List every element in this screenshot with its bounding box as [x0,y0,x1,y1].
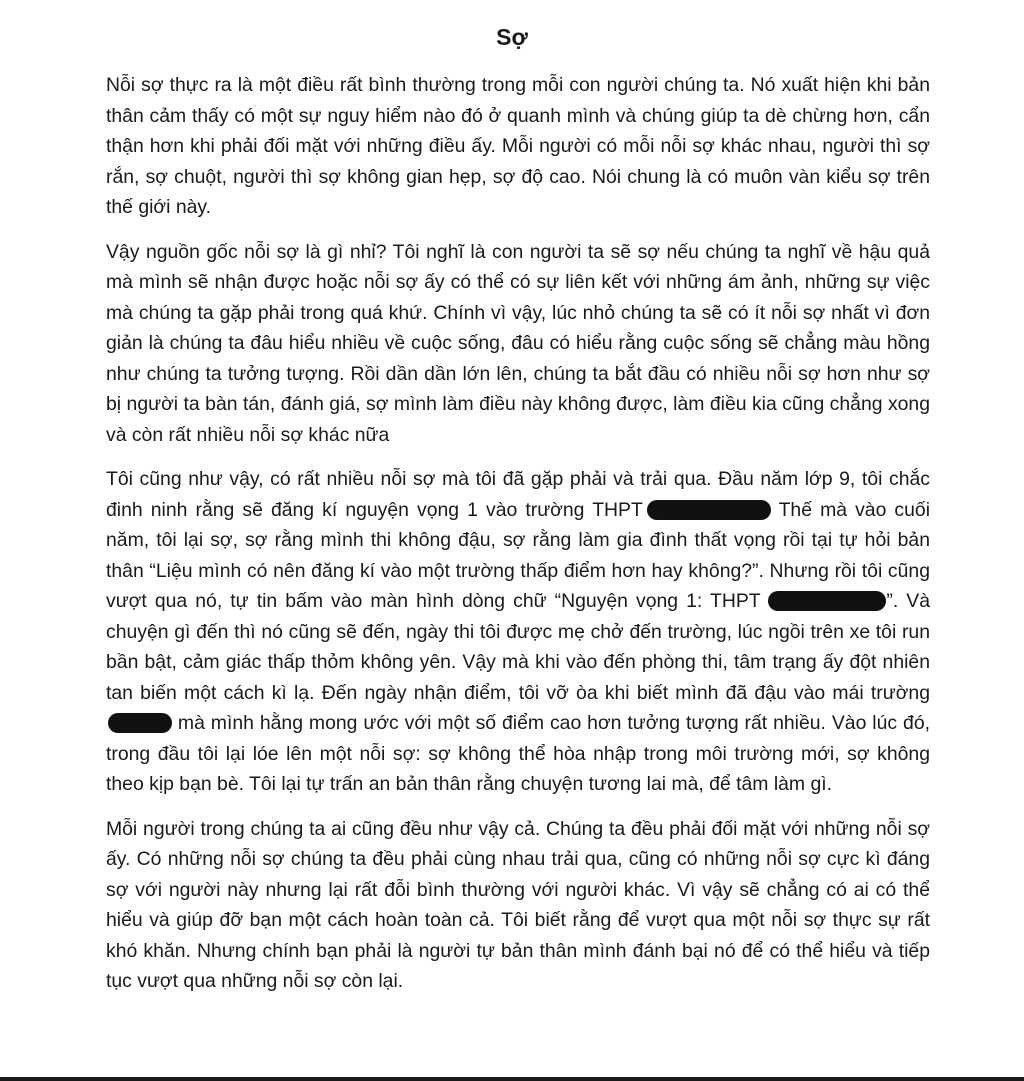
paragraph-3-text-d: mà mình hằng mong ước với một số điểm cao hơn tưởng tượng rất nhiều. Vào lúc đó, trong đầu tôi lại lóe lên một nỗi sợ: sợ không thể hòa nhập trong môi trường mới, sợ không theo kịp bạn bè. Tôi lại tự trấn an bản thân rằng chuyện tương lai mà, để tâm làm gì. [106,712,930,795]
document-body [106,70,930,1011]
paragraph-1: Nỗi sợ thực ra là một điều rất bình thường trong mỗi con người chúng ta. Nó xuất hiện khi bản thân cảm thấy có một sự nguy hiểm nào đó ở quanh mình và chúng giúp ta dè chừng hơn, cẩn thận hơn khi phải đối mặt với những điều ấy. Mỗi người có mỗi nỗi sợ khác nhau, người thì sợ rắn, sợ chuột, người thì sợ không gian hẹp, sợ độ cao. Nói chung là có muôn vàn kiểu sợ trên thế giới này. [106,74,930,218]
paragraph-3-text-a: Tôi cũng như vậy, có rất nhiều nỗi sợ mà tôi đã gặp phải và trải qua. Đầu năm lớp 9, tôi chắc đinh ninh rằng sẽ đăng kí nguyện vọng 1 vào trường THPT [106,468,930,521]
paragraph-3-text-c: ”. Và chuyện gì đến thì nó cũng sẽ đến, ngày thi tôi được mẹ chở đến trường, lúc ngồi trên xe tôi run bần bật, cảm giác thấp thỏm không yên. Vậy mà khi vào đến phòng thi, tâm trạng ấy đột nhiên tan biến một cách kì lạ. Đến ngày nhận điểm, tôi vỡ òa khi biết mình đã đậu vào mái trường [106,590,931,704]
page-bottom-border [0,1077,1024,1081]
redaction-mark [108,713,172,733]
paragraph-3-text-b: Thế mà vào cuối năm, tôi lại sợ, sợ rằng mình thi không đậu, sợ rằng làm gia đình thất vọng rồi tại tự hỏi bản thân “Liệu mình có nên đăng kí vào một trường thấp điểm hơn hay không?”. Nhưng rồi tôi cũng vượt qua nó, tự tin bấm vào màn hình dòng chữ “Nguyện vọng 1: THPT [106,498,931,612]
paragraph-2: Vậy nguồn gốc nỗi sợ là gì nhỉ? Tôi nghĩ là con người ta sẽ sợ nếu chúng ta nghĩ về hậu quả mà mình sẽ nhận được hoặc nỗi sợ ấy có thể có sự liên kết với những ám ảnh, những sự việc mà chúng ta gặp phải trong quá khứ. Chính vì vậy, lúc nhỏ chúng ta sẽ có ít nỗi sợ nhất vì đơn giản là chúng ta đâu hiểu nhiều về cuộc sống, đâu có hiểu rằng cuộc sống sẽ chẳng màu hồng như chúng ta tưởng tượng. Rồi dần dần lớn lên, chúng ta bắt đầu có nhiều nỗi sợ hơn như sợ bị người ta bàn tán, đánh giá, sợ mình làm điều này không được, làm điều kia cũng chẳng xong và còn rất nhiều nỗi sợ khác nữa [106,240,930,446]
redaction-mark [647,500,771,520]
paragraph-3 [106,464,930,800]
redaction-mark [768,591,886,611]
document-title: Sợ [496,24,528,50]
paragraph-4: Mỗi người trong chúng ta ai cũng đều như vậy cả. Chúng ta đều phải đối mặt với những nỗi sợ ấy. Có những nỗi sợ chúng ta đều phải cùng nhau trải qua, cũng có những nỗi sợ cực kì đáng sợ với người này nhưng lại rất đỗi bình thường với người khác. Vì vậy sẽ chẳng có ai có thể hiểu và giúp đỡ bạn một cách hoàn toàn cả. Tôi biết rằng để vượt qua một nỗi sợ thực sự rất khó khăn. Nhưng chính bạn phải là người tự bản thân mình đánh bại nó để có thể hiểu và tiếp tục vượt qua những nỗi sợ còn lại. [106,817,930,992]
